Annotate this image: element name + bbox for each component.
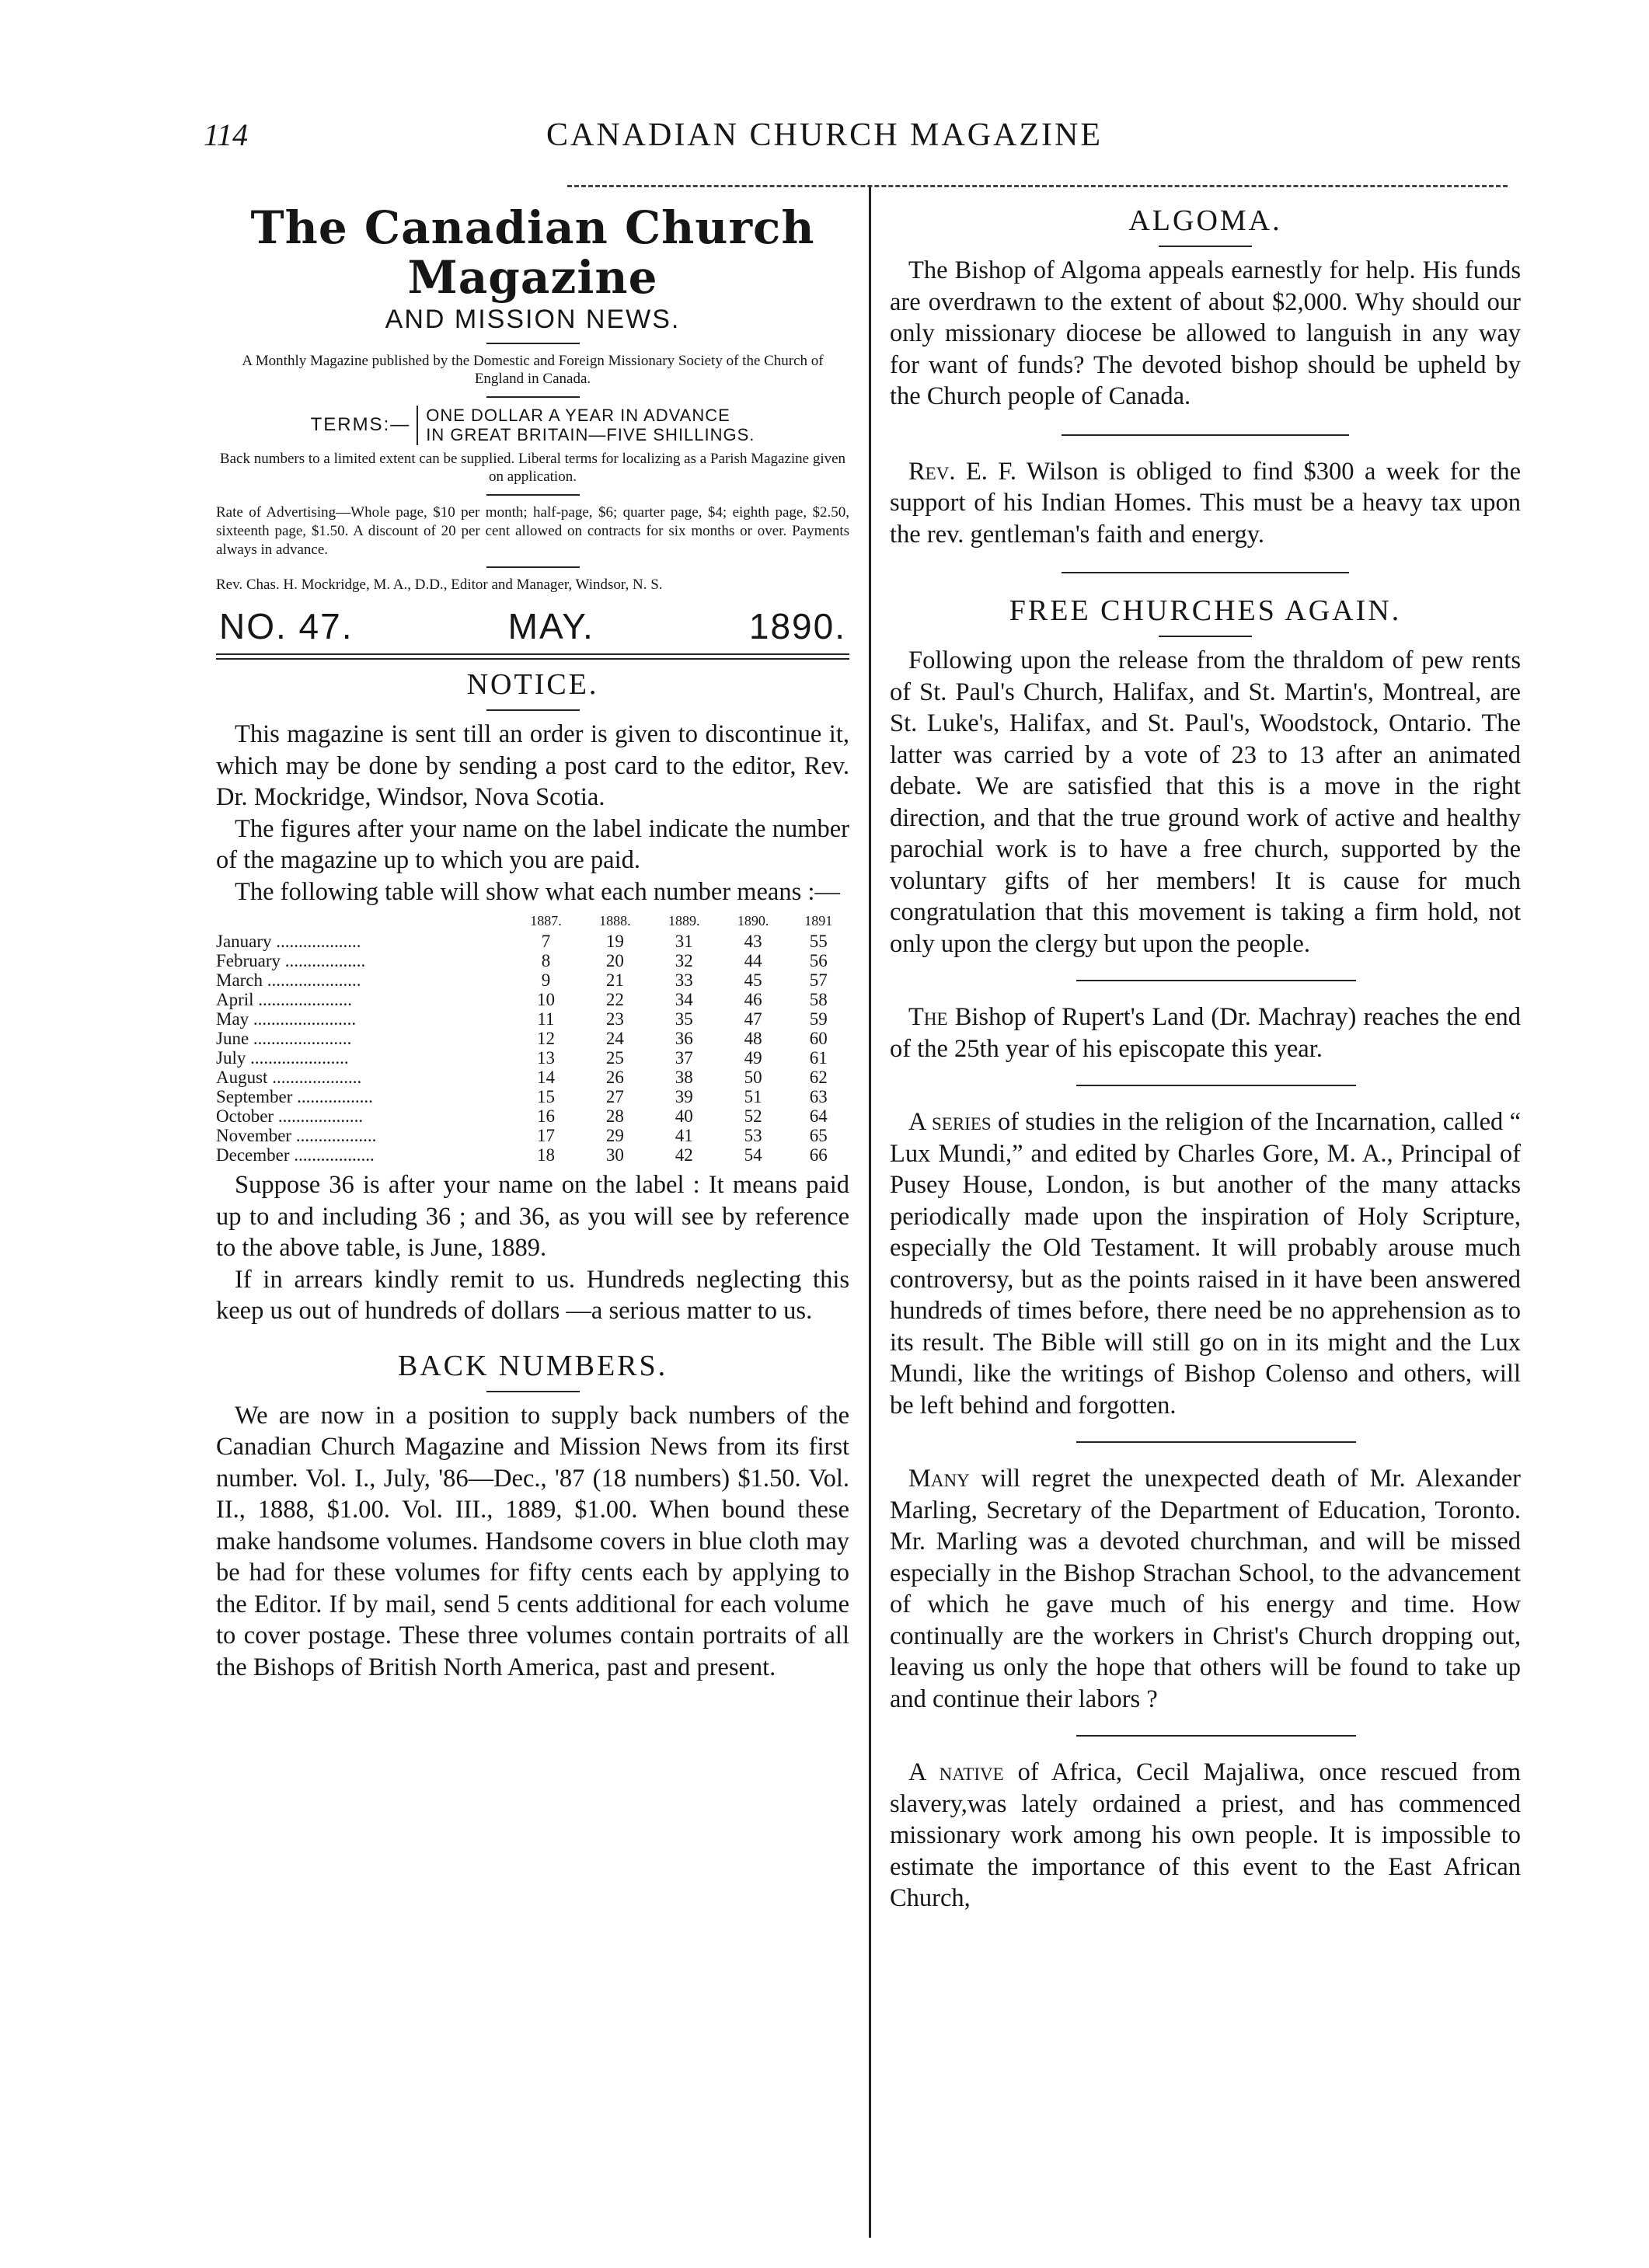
terms-line: ONE DOLLAR A YEAR IN ADVANCE bbox=[426, 406, 730, 426]
divider bbox=[1159, 246, 1252, 247]
double-rule bbox=[216, 653, 849, 660]
divider bbox=[1076, 1735, 1356, 1737]
number-cell: 42 bbox=[675, 1145, 693, 1165]
issue-number-table bbox=[216, 911, 849, 1165]
issue-year: 1890. bbox=[748, 606, 846, 647]
number-cell: 37 bbox=[675, 1048, 693, 1068]
number-cell: 44 bbox=[744, 951, 762, 971]
month-cell: May ....................... bbox=[216, 1009, 357, 1029]
table-row bbox=[216, 970, 849, 990]
number-cell: 31 bbox=[675, 932, 693, 952]
number-cell: 11 bbox=[537, 1009, 555, 1029]
divider bbox=[1076, 980, 1356, 981]
table-row bbox=[216, 1029, 849, 1048]
terms-line: IN GREAT BRITAIN—FIVE SHILLINGS. bbox=[426, 425, 755, 445]
number-cell: 24 bbox=[605, 1029, 624, 1049]
number-cell: 19 bbox=[605, 932, 624, 952]
number-cell: 45 bbox=[744, 970, 762, 991]
number-cell: 17 bbox=[536, 1126, 555, 1146]
left-column bbox=[216, 201, 849, 1683]
terms-label: TERMS:— bbox=[310, 414, 411, 436]
lead-word: A native bbox=[908, 1758, 1004, 1786]
number-cell: 57 bbox=[809, 970, 828, 991]
paragraph: The figures after your name on the label indicate the number of the magazine up to which you are paid. bbox=[216, 814, 849, 875]
number-cell: 27 bbox=[605, 1087, 624, 1107]
running-title: CANADIAN CHURCH MAGAZINE bbox=[546, 117, 1103, 153]
number-cell: 10 bbox=[536, 990, 555, 1010]
paragraph bbox=[890, 1106, 1521, 1421]
section-heading: ALGOMA. bbox=[1128, 204, 1282, 237]
number-cell: 20 bbox=[605, 951, 624, 971]
number-cell: 52 bbox=[744, 1106, 762, 1127]
table-row bbox=[216, 1106, 849, 1126]
number-cell: 66 bbox=[809, 1145, 828, 1165]
table-row bbox=[216, 1068, 849, 1087]
divider bbox=[1062, 572, 1349, 573]
month-cell: March ..................... bbox=[216, 970, 361, 991]
issue-number: NO. 47. bbox=[219, 606, 354, 647]
lead-word: Many bbox=[908, 1465, 970, 1493]
paragraph-text: E. F. Wilson is obliged to find $300 a week for the support of his Indian Homes. This must be a heavy tax upon the rev. gentleman's faith and energy. bbox=[890, 457, 1521, 549]
month-cell: July ...................... bbox=[216, 1048, 349, 1068]
terms-block bbox=[216, 406, 849, 445]
month-cell: April ..................... bbox=[216, 990, 353, 1010]
divider bbox=[486, 566, 580, 568]
lead-word: Rev. bbox=[908, 457, 956, 486]
paragraph: Following upon the release from the thraldom of pew rents of St. Paul's Church, Halifax, and St. Martin's, Montreal, are St. Luke's, Halifax, and St. Paul's, Woodstock, Ontario. The latter was carried by a vote of 23 to 13 after an animated debate. We are satisfied that this is a move in the right direction, and that the true ground work of active and healthy parochial work is to have a free church, supported by the voluntary gifts of her members! It is cause for much congratulation that this movement is taking a firm hold, not only upon the clergy but upon the people. bbox=[890, 646, 1521, 958]
table-header-row bbox=[216, 911, 849, 932]
divider bbox=[486, 396, 580, 398]
paragraph: We are now in a position to supply back numbers of the Canadian Church Magazine and Mission News from its first number. Vol. I., July, '86—Dec., '87 (18 numbers) $1.50. Vol. II., 1888, $1.00. Vol. III., 1889, $1.00. When bound these make handsome volumes. Handsome covers in blue cloth may be had for these volumes for fifty cents each by applying to the Editor. If by mail, send 5 cents additional for each volume to cover postage. These three volumes contain portraits of all the Bishops of British North America, past and present. bbox=[216, 1401, 849, 1681]
masthead-title: The Canadian Church Magazine bbox=[250, 201, 815, 304]
paragraph-text: Bishop of Rupert's Land (Dr. Machray) reaches the end of the 25th year of his episcopate this year. bbox=[890, 1003, 1522, 1063]
number-cell: 30 bbox=[605, 1145, 624, 1165]
number-cell: 34 bbox=[675, 990, 693, 1010]
paragraph-text: will regret the unexpected death of Mr. Alexander Marling, Secretary of the Department of Education, Toronto. Mr. Marling was a devoted churchman, and will be missed especially in the Bishop Strachan School, to the advancement of which he gave much of his energy and time. How continually are the workers in Christ's Church dropping out, leaving us only the hope that others will be found to take up and continue their labors ? bbox=[890, 1465, 1522, 1713]
number-cell: 39 bbox=[675, 1087, 693, 1107]
number-cell: 63 bbox=[809, 1087, 828, 1107]
number-cell: 12 bbox=[536, 1029, 555, 1049]
number-cell: 53 bbox=[744, 1126, 762, 1146]
number-cell: 15 bbox=[536, 1087, 555, 1107]
section-heading: BACK NUMBERS. bbox=[397, 1349, 668, 1382]
issue-month: MAY. bbox=[507, 606, 594, 647]
lead-word: The bbox=[908, 1003, 948, 1031]
divider bbox=[1076, 1085, 1356, 1086]
paragraph: The Bishop of Algoma appeals earnestly for help. His funds are overdrawn to the extent of about $2,000. Why should our only missionary diocese be allowed to languish in any way for want of funds? The devoted bishop should be upheld by the Church people of Canada. bbox=[890, 256, 1521, 410]
paragraph bbox=[890, 1463, 1521, 1715]
header-divider bbox=[567, 185, 1508, 187]
number-cell: 29 bbox=[605, 1126, 624, 1146]
number-cell: 62 bbox=[809, 1068, 828, 1088]
table-header-blank bbox=[216, 911, 511, 932]
number-cell: 21 bbox=[605, 970, 624, 991]
advertising-rates: Rate of Advertising—Whole page, $10 per month; half-page, $6; quarter page, $4; eighth page, $2.50, sixteenth page, $1.50. A discount of 20 per cent allowed on contracts for six months or over. Payments always in advance. bbox=[216, 504, 849, 558]
number-cell: 46 bbox=[744, 990, 762, 1010]
number-cell: 25 bbox=[605, 1048, 624, 1068]
month-cell: June ...................... bbox=[216, 1029, 352, 1049]
month-cell: January ................... bbox=[216, 932, 361, 952]
number-cell: 43 bbox=[744, 932, 762, 952]
divider bbox=[486, 494, 580, 496]
issue-line bbox=[216, 605, 849, 647]
number-cell: 8 bbox=[541, 951, 551, 971]
table-row bbox=[216, 990, 849, 1009]
number-cell: 32 bbox=[675, 951, 693, 971]
number-cell: 9 bbox=[541, 970, 551, 991]
year-header: 1888. bbox=[599, 913, 631, 929]
number-cell: 51 bbox=[744, 1087, 762, 1107]
paragraph: Suppose 36 is after your name on the label : It means paid up to and including 36 ; and 36, as you will see by reference to the above table, is June, 1889. bbox=[216, 1171, 849, 1263]
number-cell: 55 bbox=[809, 932, 828, 952]
number-cell: 60 bbox=[809, 1029, 828, 1049]
number-cell: 40 bbox=[675, 1106, 693, 1127]
month-cell: December .................. bbox=[216, 1145, 375, 1165]
paragraph bbox=[890, 456, 1521, 551]
table-row bbox=[216, 1145, 849, 1165]
publisher-line: A Monthly Magazine published by the Domestic and Foreign Missionary Society of the Church of England in Canada. bbox=[242, 352, 824, 388]
section-heading: FREE CHURCHES AGAIN. bbox=[1009, 594, 1402, 627]
table-row bbox=[216, 951, 849, 970]
paragraph: This magazine is sent till an order is given to discontinue it, which may be done by sending a post card to the editor, Rev. Dr. Mockridge, Windsor, Nova Scotia. bbox=[216, 720, 849, 812]
year-header: 1887. bbox=[530, 913, 562, 929]
number-cell: 50 bbox=[744, 1068, 762, 1088]
divider bbox=[486, 709, 580, 711]
number-cell: 49 bbox=[744, 1048, 762, 1068]
number-cell: 14 bbox=[536, 1068, 555, 1088]
column-divider bbox=[869, 186, 871, 2238]
divider bbox=[486, 343, 580, 344]
number-cell: 22 bbox=[605, 990, 624, 1010]
number-cell: 18 bbox=[536, 1145, 555, 1165]
number-cell: 33 bbox=[675, 970, 693, 991]
number-cell: 13 bbox=[536, 1048, 555, 1068]
number-cell: 41 bbox=[675, 1126, 693, 1146]
month-cell: February .................. bbox=[216, 951, 366, 971]
number-cell: 23 bbox=[605, 1009, 624, 1029]
paragraph: If in arrears kindly remit to us. Hundreds neglecting this keep us out of hundreds of dollars —a serious matter to us. bbox=[216, 1265, 849, 1326]
number-cell: 65 bbox=[809, 1126, 828, 1146]
number-cell: 56 bbox=[809, 951, 828, 971]
paragraph bbox=[890, 1757, 1521, 1914]
month-cell: October ................... bbox=[216, 1106, 364, 1127]
table-row bbox=[216, 1087, 849, 1106]
number-cell: 26 bbox=[605, 1068, 624, 1088]
number-cell: 16 bbox=[536, 1106, 555, 1127]
month-cell: August .................... bbox=[216, 1068, 362, 1088]
paragraph bbox=[890, 1002, 1521, 1064]
table-row bbox=[216, 1126, 849, 1145]
table-row bbox=[216, 932, 849, 951]
right-column bbox=[890, 204, 1521, 1914]
year-header: 1891 bbox=[804, 913, 833, 929]
paragraph: The following table will show what each number means :— bbox=[235, 877, 840, 906]
table-row bbox=[216, 1009, 849, 1029]
year-header: 1890. bbox=[737, 913, 769, 929]
table-row bbox=[216, 1048, 849, 1068]
lead-word: A series bbox=[908, 1108, 992, 1136]
number-cell: 38 bbox=[675, 1068, 693, 1088]
month-cell: September ................. bbox=[216, 1087, 373, 1107]
month-cell: November .................. bbox=[216, 1126, 377, 1146]
table-body bbox=[216, 932, 849, 1165]
number-cell: 48 bbox=[744, 1029, 762, 1049]
number-cell: 59 bbox=[809, 1009, 828, 1029]
year-header: 1889. bbox=[668, 913, 700, 929]
divider bbox=[1062, 434, 1349, 436]
number-cell: 35 bbox=[675, 1009, 693, 1029]
number-cell: 58 bbox=[809, 990, 828, 1010]
section-heading: NOTICE. bbox=[466, 668, 599, 702]
divider bbox=[486, 1391, 580, 1392]
back-numbers-note: Back numbers to a limited extent can be supplied. Liberal terms for localizing as a Parish Magazine given on application. bbox=[219, 450, 846, 486]
masthead-subtitle: AND MISSION NEWS. bbox=[385, 304, 681, 334]
divider bbox=[1076, 1441, 1356, 1443]
number-cell: 54 bbox=[744, 1145, 762, 1165]
number-cell: 36 bbox=[675, 1029, 693, 1049]
page-number: 114 bbox=[204, 117, 249, 152]
divider bbox=[1159, 636, 1252, 637]
paragraph-text: of studies in the religion of the Incarnation, called “ Lux Mundi,” and edited by Charles Gore, M. A., Principal of Pusey House, London, is but another of the many attacks periodically made upon the inspiration of Holy Scripture, especially the Old Testament. It will probably arouse much controversy, but as the points raised in it have been answered hundreds of times before, there need be no apprehension as to its result. The Bible will still go on in its might and the Lux Mundi, like the writings of Bishop Colenso and others, will be left behind and forgotten. bbox=[890, 1108, 1522, 1420]
number-cell: 7 bbox=[541, 932, 551, 952]
number-cell: 28 bbox=[605, 1106, 624, 1127]
paragraph-text: of Africa, Cecil Majaliwa, once rescued from slavery,was lately ordained a priest, and has commenced missionary work among his own people. It is impossible to estimate the importance of this event to the East African Church, bbox=[890, 1758, 1522, 1912]
number-cell: 61 bbox=[809, 1048, 828, 1068]
editor-line: Rev. Chas. H. Mockridge, M. A., D.D., Editor and Manager, Windsor, N. S. bbox=[216, 577, 663, 594]
number-cell: 47 bbox=[744, 1009, 762, 1029]
number-cell: 64 bbox=[809, 1106, 828, 1127]
terms-lines bbox=[417, 406, 755, 445]
